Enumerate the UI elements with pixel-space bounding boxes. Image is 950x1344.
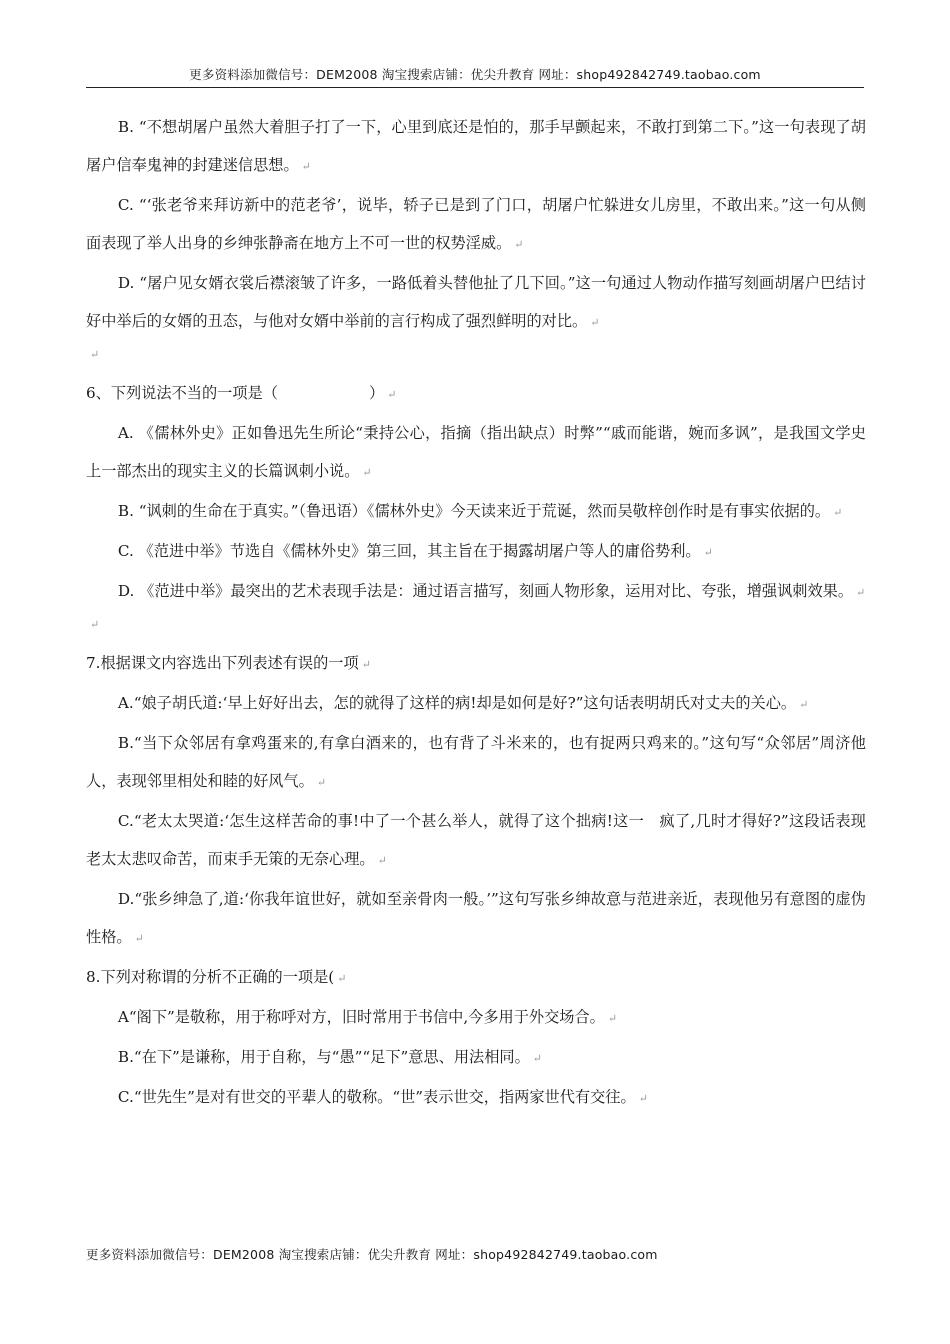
q6-option-b: B. “讽刺的生命在于真实。”（鲁迅语）《儒林外史》今天读来近于荒诞，然而吴敬梓创作时是有事实依据的。 ↵ bbox=[117, 502, 843, 520]
q5-option-c: C. “‘张老爷来拜访新中的范老爷’，说毕，轿子已是到了门口，胡屠户忙躲进女儿房里，不敢出来。”这一句从侧面表现了举人出身的乡绅张静斋在地方上不可一世的权势淫威。 ↵ bbox=[86, 196, 866, 252]
paragraph-mark-icon: ↵ bbox=[799, 698, 809, 711]
document-body bbox=[86, 108, 866, 1118]
paragraph-mark-icon: ↵ bbox=[532, 1052, 543, 1065]
paragraph-mark-icon: ↵ bbox=[337, 972, 347, 985]
q7-option-a: A.“娘子胡氏道:‘早上好好出去，怎的就得了这样的病!却是如何是好?”这句话表明胡氏对丈夫的关心。 ↵ bbox=[117, 694, 809, 712]
paragraph-mark-icon: ↵ bbox=[377, 854, 387, 867]
paragraph-mark-icon: ↵ bbox=[856, 586, 866, 599]
q6-option-a: A. 《儒林外史》正如鲁迅先生所论“秉持公心，指摘（指出缺点）时弊”“戚而能谐，婉而多讽”，是我国文学史上一部杰出的现实主义的长篇讽刺小说。 ↵ bbox=[86, 424, 866, 480]
paragraph-mark-icon: ↵ bbox=[514, 238, 524, 251]
paragraph-mark-icon: ↵ bbox=[90, 618, 100, 631]
paragraph-mark-icon: ↵ bbox=[638, 1092, 648, 1105]
paragraph-mark-icon: ↵ bbox=[90, 348, 100, 361]
paragraph-mark-icon: ↵ bbox=[590, 316, 600, 329]
q8-option-b: B.“在下”是谦称，用于自称，与“愚”“足下”意思、用法相同。 ↵ bbox=[117, 1048, 543, 1066]
paragraph-mark-icon: ↵ bbox=[301, 160, 311, 173]
q6-stem: 6、下列说法不当的一项是（ ） ↵ bbox=[86, 384, 397, 402]
page-header: 更多资料添加微信号：DEM2008 淘宝搜索店铺：优尖升教育 网址：shop492842749.taobao.com bbox=[86, 64, 864, 88]
q5-option-d: D. “屠户见女婿衣裳后襟滚皱了许多，一路低着头替他扯了几下回。”这一句通过人物动作描写刻画胡屠户巴结讨好中举后的女婿的丑态，与他对女婿中举前的言行构成了强烈鲜明的对比。 ↵ bbox=[86, 274, 866, 330]
paragraph-mark-icon: ↵ bbox=[387, 388, 397, 401]
page-footer: 更多资料添加微信号：DEM2008 淘宝搜索店铺：优尖升教育 网址：shop492842749.taobao.com bbox=[86, 1247, 658, 1262]
q7-option-b: B.“当下众邻居有拿鸡蛋来的,有拿白酒来的，也有背了斗米来的，也有捉两只鸡来的。”这句写“众邻居”周济他人，表现邻里相处和睦的好风气。 ↵ bbox=[86, 734, 866, 790]
q8-option-a: A“阁下”是敬称，用于称呼对方，旧时常用于书信中,今多用于外交场合。 ↵ bbox=[117, 1008, 618, 1026]
empty-paragraph bbox=[86, 612, 866, 644]
q7-option-d: D.“张乡绅急了,道:‘你我年谊世好，就如至亲骨肉一般。’”这句写张乡绅故意与范进亲近，表现他另有意图的虚伪性格。 ↵ bbox=[86, 890, 866, 946]
paragraph-mark-icon: ↵ bbox=[134, 932, 144, 945]
paragraph-mark-icon: ↵ bbox=[316, 776, 327, 789]
q5-option-b: B. “不想胡屠户虽然大着胆子打了一下，心里到底还是怕的，那手早颤起来，不敢打到第二下。”这一句表现了胡屠户信奉鬼神的封建迷信思想。 ↵ bbox=[86, 118, 866, 174]
q6-option-c: C. 《范进中举》节选自《儒林外史》第三回，其主旨在于揭露胡屠户等人的庸俗势利。 ↵ bbox=[117, 542, 713, 560]
q8-stem: 8.下列对称谓的分析不正确的一项是( ↵ bbox=[86, 968, 347, 986]
paragraph-mark-icon: ↵ bbox=[362, 466, 372, 479]
paragraph-mark-icon: ↵ bbox=[703, 546, 713, 559]
q7-stem: 7.根据课文内容选出下列表述有误的一项 ↵ bbox=[86, 654, 371, 672]
paragraph-mark-icon: ↵ bbox=[833, 506, 843, 519]
q6-option-d: D. 《范进中举》最突出的艺术表现手法是：通过语言描写，刻画人物形象，运用对比、夸张，增强讽刺效果。 ↵ bbox=[117, 582, 866, 600]
q7-option-c: C.“老太太哭道:‘怎生这样苦命的事!中了一个甚么举人，就得了这个拙病!这一 疯了,几时才得好?”这段话表现老太太悲叹命苦，而束手无策的无奈心理。 ↵ bbox=[86, 812, 866, 868]
q8-option-c: C.“世先生”是对有世交的平辈人的敬称。“世”表示世交，指两家世代有交往。 ↵ bbox=[117, 1088, 648, 1106]
paragraph-mark-icon: ↵ bbox=[607, 1012, 618, 1025]
paragraph-mark-icon: ↵ bbox=[361, 658, 371, 671]
empty-paragraph bbox=[86, 342, 866, 374]
